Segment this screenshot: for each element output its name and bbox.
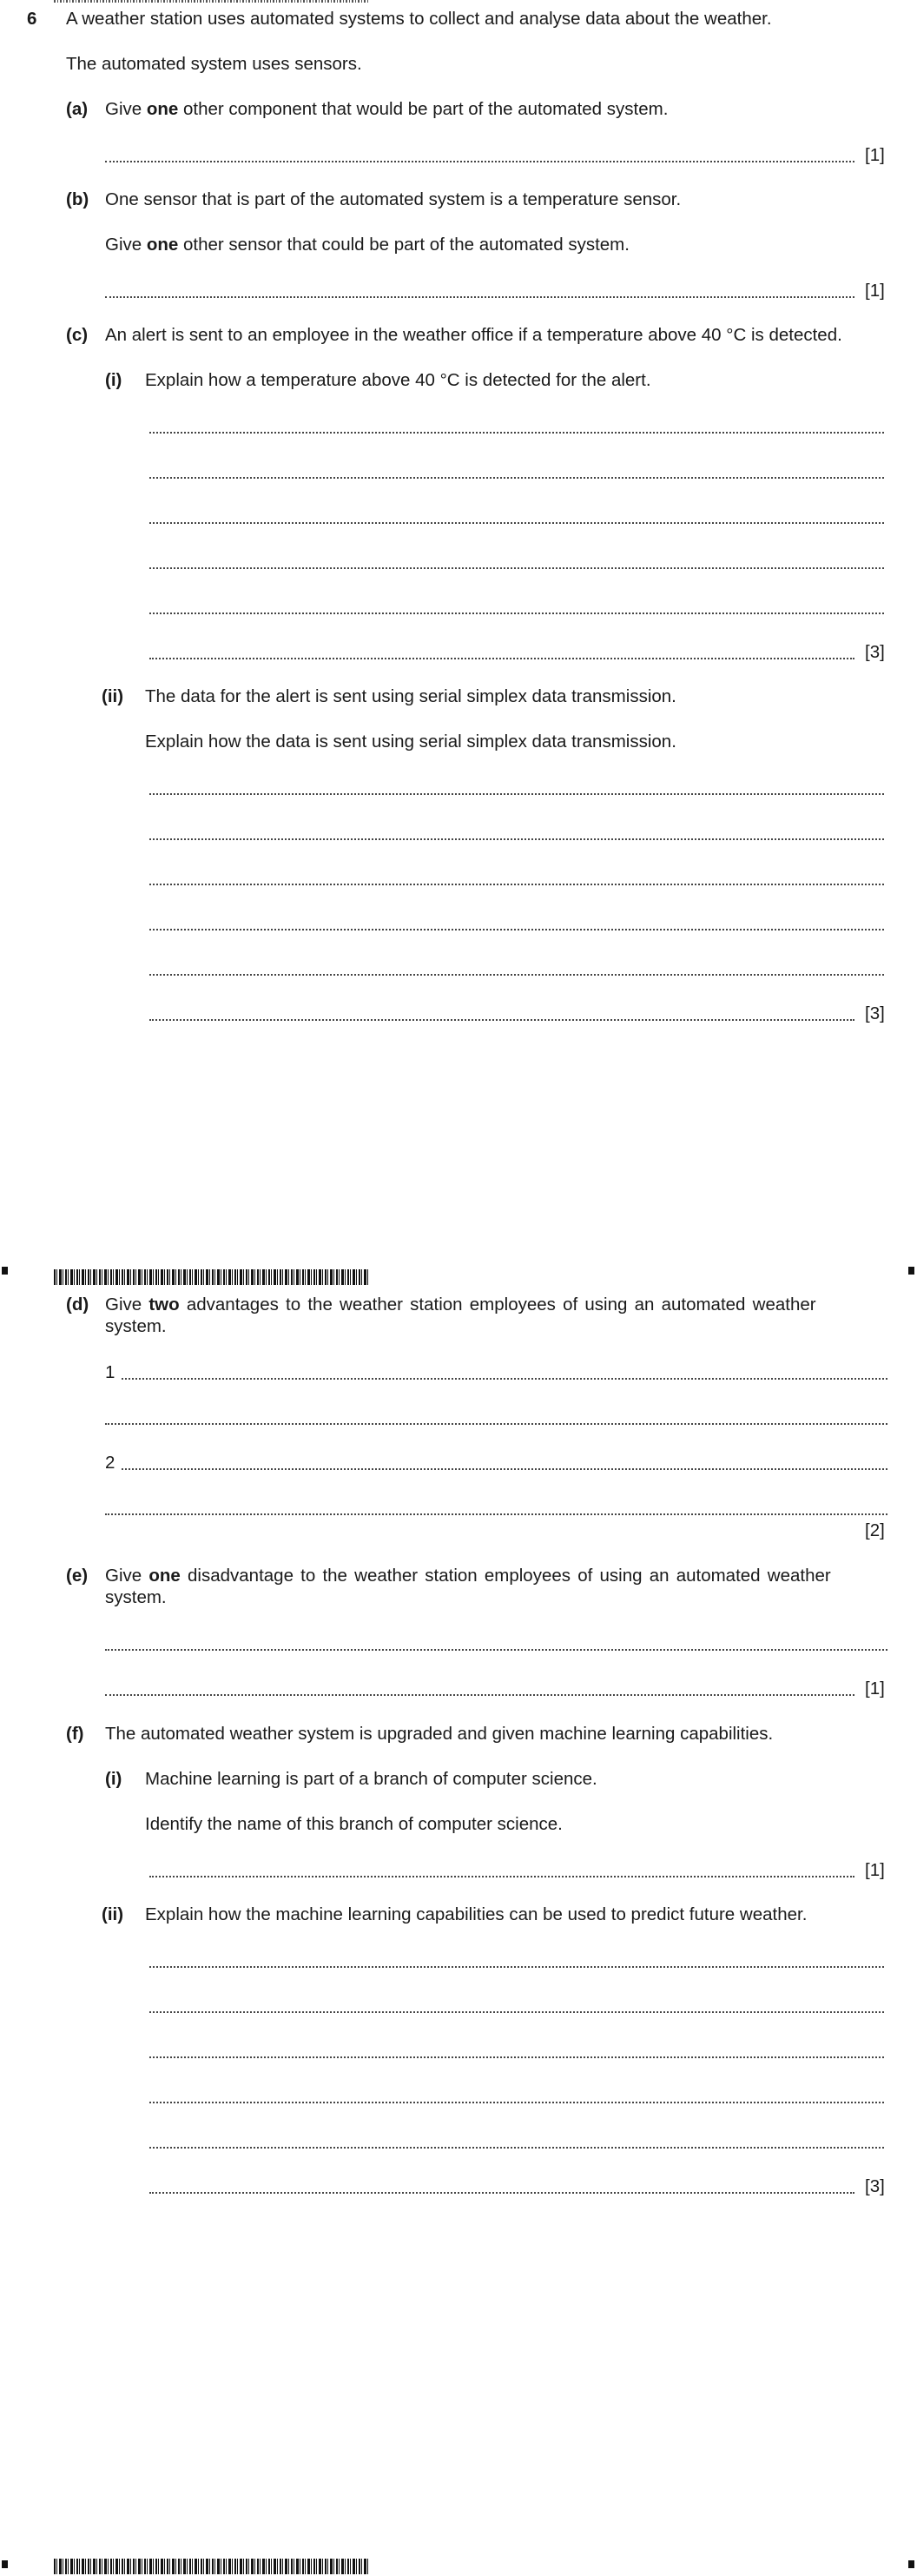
- part-d-prompt-2: system.: [105, 1316, 167, 1336]
- part-d-label: (d): [66, 1295, 89, 1314]
- corner-mark: [908, 1267, 914, 1275]
- answer-line[interactable]: [149, 2192, 854, 2194]
- part-a-prompt: Give one other component that would be part of the automated system.: [105, 99, 669, 119]
- answer-line[interactable]: [149, 974, 884, 976]
- part-f-i-text-2: Identify the name of this branch of computer science.: [145, 1814, 563, 1834]
- part-c-ii-label: (ii): [102, 686, 124, 706]
- answer-line[interactable]: [149, 2011, 884, 2013]
- part-c-ii-text-2: Explain how the data is sent using serial simplex data transmission.: [145, 732, 676, 752]
- answer-line[interactable]: [149, 522, 884, 524]
- answer-line[interactable]: [105, 1423, 887, 1425]
- answer-line[interactable]: [149, 2102, 884, 2103]
- answer-line[interactable]: [149, 929, 884, 930]
- marks-c-ii: [3]: [865, 1003, 885, 1023]
- answer-line[interactable]: [149, 2056, 884, 2058]
- answer-line[interactable]: [149, 432, 884, 434]
- answer-line[interactable]: [149, 477, 884, 479]
- part-b-prompt: Give one other sensor that could be part of the automated system.: [105, 235, 630, 255]
- part-f-i-label: (i): [105, 1769, 122, 1789]
- part-b-text: One sensor that is part of the automated system is a temperature sensor.: [105, 189, 682, 209]
- page-barcode: [54, 1269, 368, 1285]
- part-f-label: (f): [66, 1724, 84, 1744]
- top-barcode-strip: [54, 0, 368, 3]
- part-a-label: (a): [66, 99, 89, 119]
- answer-line[interactable]: [149, 658, 854, 659]
- part-f-i-text: Machine learning is part of a branch of computer science.: [145, 1769, 597, 1789]
- part-e-label: (e): [66, 1566, 89, 1586]
- answer-line[interactable]: [105, 296, 854, 298]
- answer-line[interactable]: [122, 1468, 887, 1470]
- answer-line[interactable]: [105, 1694, 854, 1696]
- question-intro: A weather station uses automated systems to collect and analyse data about the weather.: [66, 9, 772, 29]
- part-c-text: An alert is sent to an employee in the weather office if a temperature above 40 °C is detected.: [105, 325, 842, 345]
- answer-line[interactable]: [149, 613, 884, 614]
- part-e-prompt-2: system.: [105, 1587, 167, 1607]
- part-d-prompt: Give two advantages to the weather station employees of using an automated weather: [105, 1295, 816, 1314]
- question-intro-2: The automated system uses sensors.: [66, 54, 362, 74]
- page-barcode: [54, 2559, 368, 2574]
- part-e-prompt: Give one disadvantage to the weather station employees of using an automated weather: [105, 1566, 831, 1586]
- question-number: 6: [27, 9, 37, 29]
- corner-mark: [2, 2560, 8, 2568]
- marks-e: [1]: [865, 1679, 885, 1699]
- answer-line[interactable]: [105, 1513, 887, 1515]
- part-b-label: (b): [66, 189, 89, 209]
- answer-line[interactable]: [149, 884, 884, 885]
- answer-line[interactable]: [149, 838, 884, 840]
- corner-mark: [908, 2560, 914, 2568]
- answer-line[interactable]: [149, 793, 884, 795]
- part-f-ii-text: Explain how the machine learning capabilities can be used to predict future weather.: [145, 1904, 808, 1924]
- part-c-label: (c): [66, 325, 89, 345]
- marks-b: [1]: [865, 281, 885, 301]
- answer-line[interactable]: [105, 161, 854, 162]
- part-f-text: The automated weather system is upgraded and given machine learning capabilities.: [105, 1724, 774, 1744]
- marks-f-i: [1]: [865, 1860, 885, 1880]
- marks-c-i: [3]: [865, 642, 885, 662]
- answer-line[interactable]: [105, 1649, 887, 1651]
- answer-line[interactable]: [122, 1378, 887, 1380]
- part-c-ii-text: The data for the alert is sent using serial simplex data transmission.: [145, 686, 676, 706]
- answer-number-1: 1: [105, 1362, 115, 1382]
- answer-line[interactable]: [149, 1966, 884, 1968]
- answer-line[interactable]: [149, 1876, 854, 1877]
- part-f-ii-label: (ii): [102, 1904, 124, 1924]
- answer-number-2: 2: [105, 1453, 115, 1473]
- marks-d: [2]: [865, 1520, 885, 1540]
- corner-mark: [2, 1267, 8, 1275]
- answer-line[interactable]: [149, 567, 884, 569]
- marks-f-ii: [3]: [865, 2176, 885, 2196]
- part-c-i-label: (i): [105, 370, 122, 390]
- answer-line[interactable]: [149, 2147, 884, 2149]
- marks-a: [1]: [865, 145, 885, 165]
- answer-line[interactable]: [149, 1019, 854, 1021]
- part-c-i-text: Explain how a temperature above 40 °C is detected for the alert.: [145, 370, 651, 390]
